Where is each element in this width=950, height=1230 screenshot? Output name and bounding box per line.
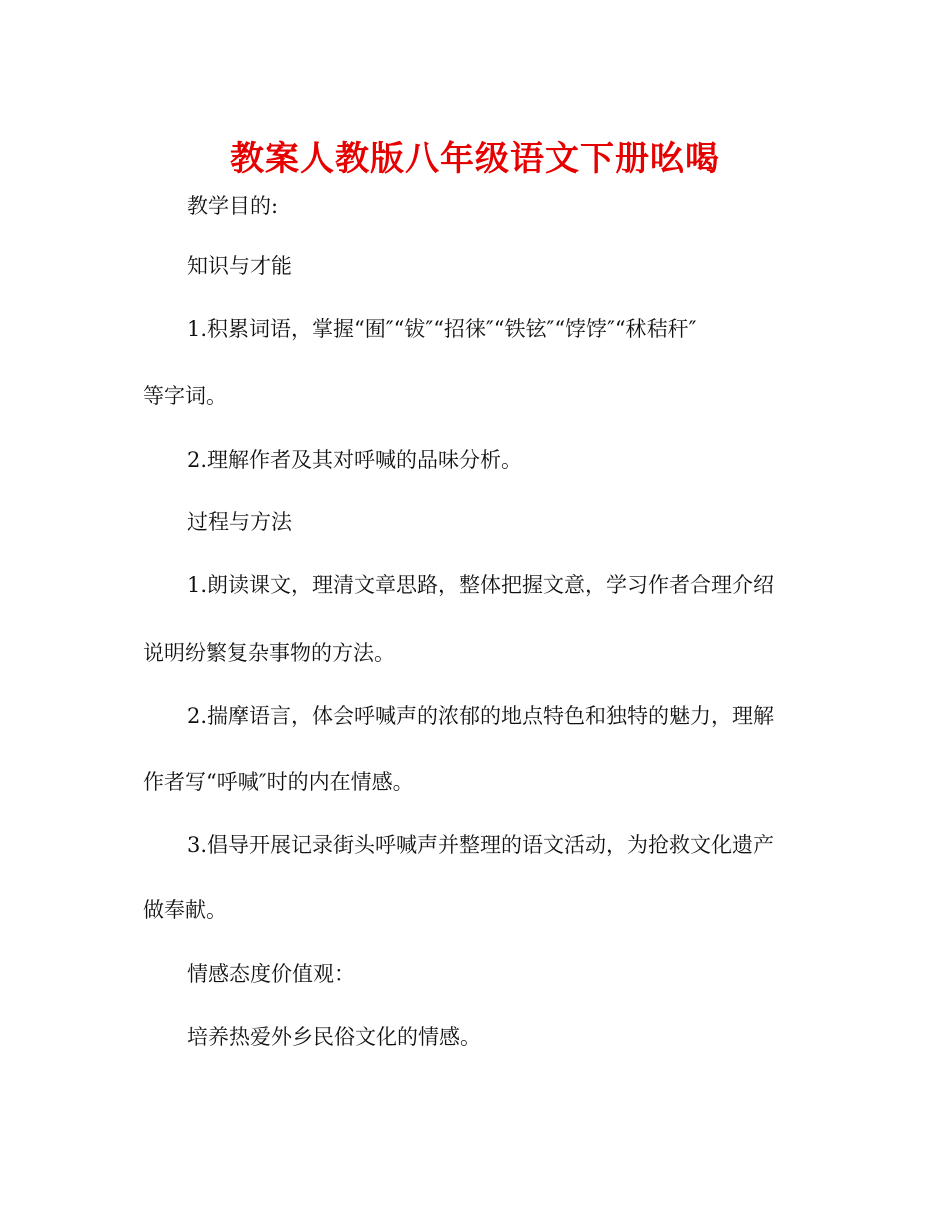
paragraph-line: 培养热爱外乡民俗文化的情感。: [187, 1025, 481, 1049]
paragraph-line: 作者写“呼喊″时的内在情感。: [143, 770, 414, 794]
paragraph-line: 做奉献。: [143, 898, 227, 922]
paragraph-line: 1.朗读课文，理清文章思路，整体把握文意，学习作者合理介绍: [187, 573, 775, 597]
paragraph-line: 2.揣摩语言，体会呼喊声的浓郁的地点特色和独特的魅力，理解: [187, 704, 775, 728]
paragraph-line: 3.倡导开展记录街头呼喊声并整理的语文活动，为抢救文化遗产: [187, 833, 775, 857]
paragraph-line: 2.理解作者及其对呼喊的品味分析。: [187, 448, 523, 472]
paragraph-line: 等字词。: [143, 384, 227, 408]
paragraph-line: 1.积累词语，掌握“囿″“钹″“招徕″“铁铉″“饽饽″“秫秸秆″: [187, 317, 697, 341]
document-title: 教案人教版八年级语文下册吆喝: [230, 139, 720, 179]
subheading-knowledge: 知识与才能: [187, 254, 292, 278]
paragraph-line: 说明纷繁复杂事物的方法。: [143, 641, 395, 665]
subheading-process: 过程与方法: [187, 510, 292, 534]
section-heading-objectives: 教学目的:: [187, 194, 279, 218]
subheading-values: 情感态度价值观：: [187, 962, 355, 986]
